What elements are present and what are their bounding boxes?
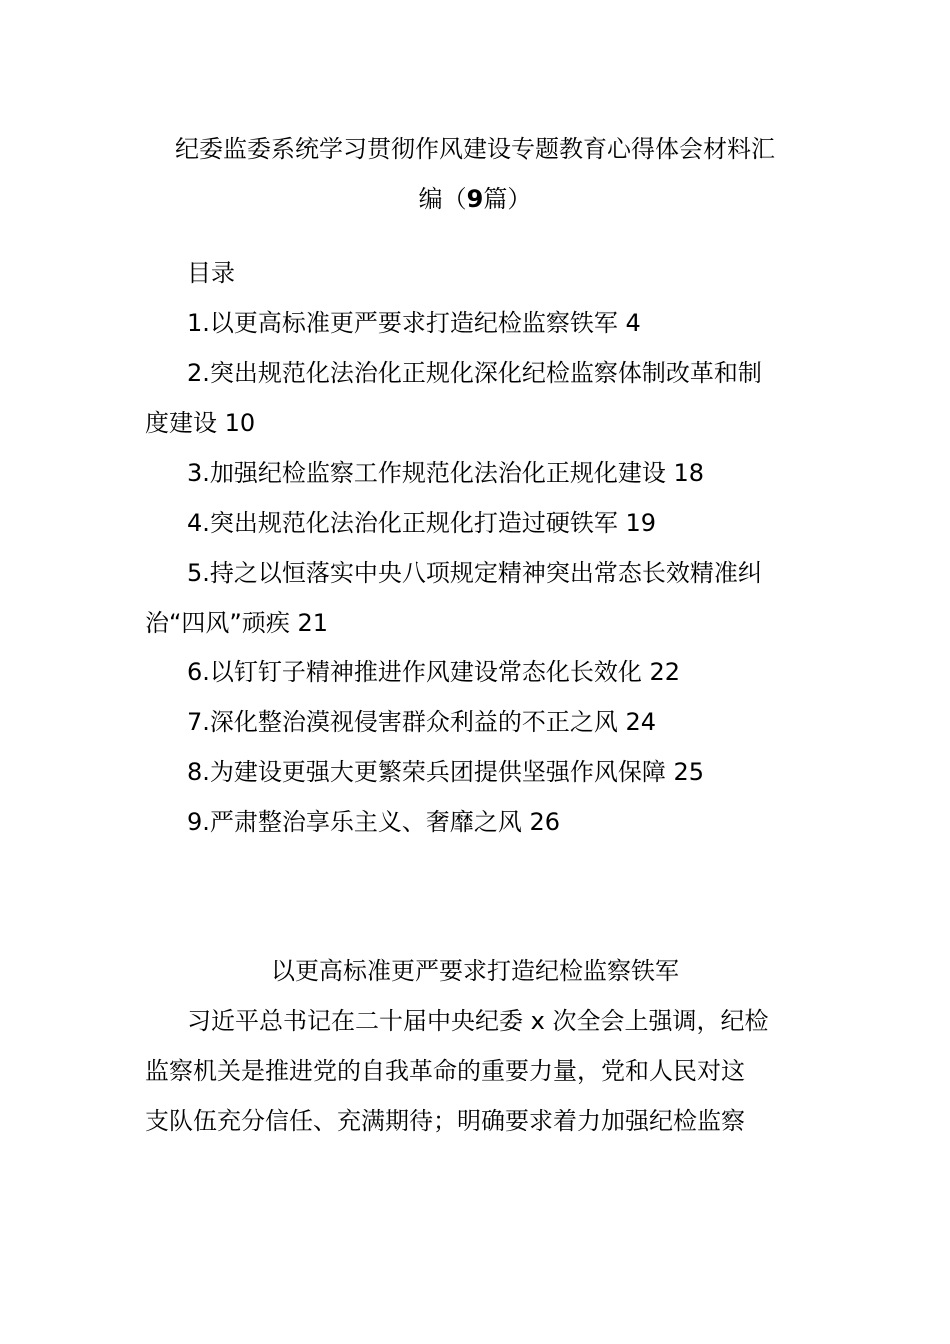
article-paragraph-line-3: 支队伍充分信任、充满期待；明确要求着力加强纪检监察 [145, 1107, 745, 1135]
document-title-line-1: 纪委监委系统学习贯彻作风建设专题教育心得体会材料汇 [175, 135, 775, 163]
toc-entry-2: 2.突出规范化法治化正规化深化纪检监察体制改革和制 [187, 359, 762, 387]
toc-heading: 目录 [187, 259, 235, 287]
toc-entry-9: 9.严肃整治享乐主义、奢靡之风 26 [187, 808, 561, 836]
toc-entry-5-continued: 治“四风”顽疾 21 [145, 609, 329, 637]
title-prefix: 编（ [418, 185, 467, 213]
title-suffix: 篇） [483, 185, 532, 213]
toc-entry-3: 3.加强纪检监察工作规范化法治化正规化建设 18 [187, 459, 705, 487]
toc-entry-8: 8.为建设更强大更繁荣兵团提供坚强作风保障 25 [187, 758, 705, 786]
toc-entry-6: 6.以钉钉子精神推进作风建设常态化长效化 22 [187, 658, 681, 686]
article-paragraph-line-2: 监察机关是推进党的自我革命的重要力量，党和人民对这 [145, 1057, 745, 1085]
toc-entry-1: 1.以更高标准更严要求打造纪检监察铁军 4 [187, 309, 641, 337]
toc-entry-7: 7.深化整治漠视侵害群众利益的不正之风 24 [187, 708, 657, 736]
toc-entry-5: 5.持之以恒落实中央八项规定精神突出常态长效精准纠 [187, 559, 762, 587]
article-title: 以更高标准更严要求打造纪检监察铁军 [271, 957, 679, 985]
toc-entry-2-continued: 度建设 10 [145, 409, 256, 437]
document-title-line-2 [145, 184, 805, 214]
article-paragraph-line-1: 习近平总书记在二十届中央纪委 x 次全会上强调，纪检 [187, 1007, 769, 1035]
title-count: 9 [466, 185, 484, 213]
toc-entry-4: 4.突出规范化法治化正规化打造过硬铁军 19 [187, 509, 657, 537]
